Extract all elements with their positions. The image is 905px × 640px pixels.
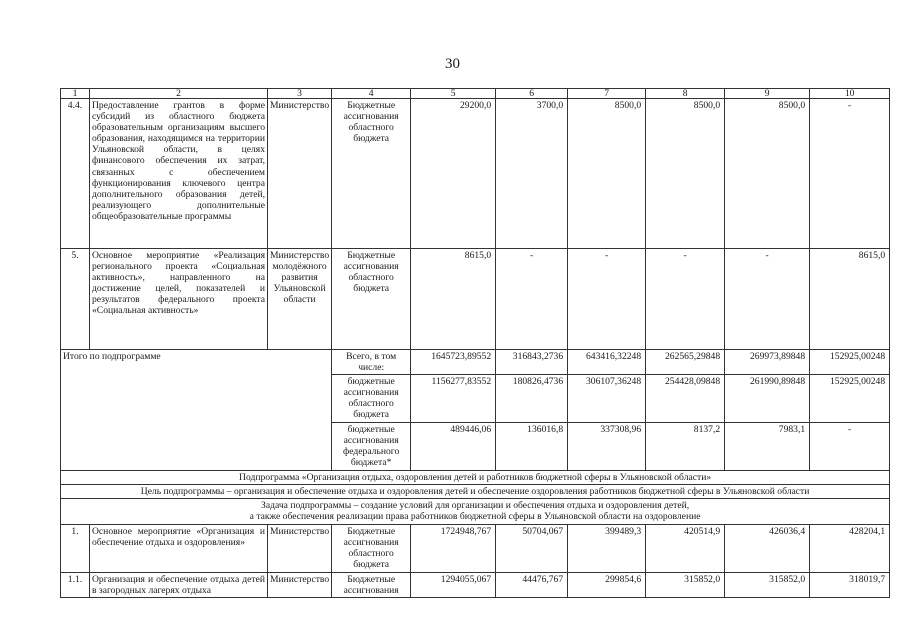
value-cell: 44476,767 xyxy=(496,572,568,597)
activity-name: Предоставление грантов в форме субсидий из областного бюджета образовательным организациям высшего образования, находящимся на территории Ульяновской области, в целях финансового обеспечения их затрат, связанных с обеспечением функционирования ключевого центра дополнительного образования детей, реализующего дополнительные общеобразовательные программы xyxy=(90,99,268,249)
value-cell: 3700,0 xyxy=(496,99,568,249)
value-cell: 29200,0 xyxy=(411,99,496,249)
value-cell: 420514,9 xyxy=(646,524,725,572)
value-cell: 1724948,767 xyxy=(411,524,496,572)
value-cell: - xyxy=(725,249,810,350)
value-cell: 306107,36248 xyxy=(568,375,646,423)
funding-source: Бюджетные ассигнования областного бюджета xyxy=(332,99,411,249)
value-cell: 254428,09848 xyxy=(646,375,725,423)
subprogram-title: Подпрограмма «Организация отдыха, оздоровления детей и работников бюджетной сферы в Ульяновской области» xyxy=(61,471,890,485)
executor: Министерство xyxy=(268,572,332,597)
value-cell: 316843,2736 xyxy=(496,350,568,375)
col-header: 7 xyxy=(568,89,646,99)
executor: Министерство xyxy=(268,99,332,249)
row-number: 4.4. xyxy=(61,99,90,249)
task-line: а также обеспечения реализации права работников бюджетной сферы в Ульяновской области на оздоровление xyxy=(249,511,701,523)
table-row xyxy=(61,249,890,350)
value-cell: - xyxy=(810,423,890,471)
value-cell: 426036,4 xyxy=(725,524,810,572)
value-cell: 1156277,83552 xyxy=(411,375,496,423)
row-number: 1.1. xyxy=(61,572,90,597)
task-line: Задача подпрограммы – создание условий для организации и обеспечения отдыха и оздоровления детей, xyxy=(261,500,690,512)
col-header: 2 xyxy=(90,89,268,99)
col-header: 9 xyxy=(725,89,810,99)
value-cell: 136016,8 xyxy=(496,423,568,471)
value-cell: 428204,1 xyxy=(810,524,890,572)
value-cell: 8500,0 xyxy=(725,99,810,249)
value-cell: 180826,4736 xyxy=(496,375,568,423)
col-header: 1 xyxy=(61,89,90,99)
value-cell: 489446,06 xyxy=(411,423,496,471)
value-cell: 315852,0 xyxy=(646,572,725,597)
value-cell: 269973,89848 xyxy=(725,350,810,375)
total-label: Итого по подпрограмме xyxy=(61,350,332,471)
subprogram-task xyxy=(61,499,890,524)
value-cell: 8615,0 xyxy=(411,249,496,350)
col-header: 8 xyxy=(646,89,725,99)
value-cell: 1294055,067 xyxy=(411,572,496,597)
value-cell: 399489,3 xyxy=(568,524,646,572)
table-row xyxy=(61,99,890,249)
value-cell: 152925,00248 xyxy=(810,375,890,423)
task-row xyxy=(61,499,890,524)
executor: Министерство xyxy=(268,524,332,572)
value-cell: 7983,1 xyxy=(725,423,810,471)
activity-name: Организация и обеспечение отдыха детей в загородных лагерях отдыха xyxy=(90,572,268,597)
value-cell: 643416,32248 xyxy=(568,350,646,375)
value-cell: 262565,29848 xyxy=(646,350,725,375)
value-cell: 50704,067 xyxy=(496,524,568,572)
activity-name: Основное мероприятие «Организация и обеспечение отдыха и оздоровления» xyxy=(90,524,268,572)
program-table xyxy=(60,88,890,598)
funding-source: Всего, в том числе: xyxy=(332,350,411,375)
goal-row xyxy=(61,485,890,499)
total-row xyxy=(61,350,890,375)
row-number: 5. xyxy=(61,249,90,350)
col-header: 3 xyxy=(268,89,332,99)
activity-name: Основное мероприятие «Реализация регионального проекта «Социальная активность», направленного на достижение целей, показателей и результатов федерального проекта «Социальная активность» xyxy=(90,249,268,350)
col-header: 10 xyxy=(810,89,890,99)
value-cell: - xyxy=(496,249,568,350)
funding-source: бюджетные ассигнования областного бюджета xyxy=(332,375,411,423)
value-cell: 8500,0 xyxy=(646,99,725,249)
value-cell: 261990,89848 xyxy=(725,375,810,423)
funding-source: Бюджетные ассигнования областного бюджета xyxy=(332,524,411,572)
funding-source: Бюджетные ассигнования областного бюджета xyxy=(332,249,411,350)
value-cell: - xyxy=(810,99,890,249)
table-row xyxy=(61,572,890,597)
col-header: 6 xyxy=(496,89,568,99)
value-cell: 8137,2 xyxy=(646,423,725,471)
funding-source: Бюджетные ассигнования xyxy=(332,572,411,597)
page-number: 30 xyxy=(445,56,460,72)
executor: Министерство молодёжного развития Ульяновской области xyxy=(268,249,332,350)
table-row xyxy=(61,524,890,572)
value-cell: - xyxy=(646,249,725,350)
subprogram-goal: Цель подпрограммы – организация и обеспечение отдыха и оздоровления детей и обеспечение оздоровления работников бюджетной сферы в Ульяновской области xyxy=(61,485,890,499)
value-cell: 299854,6 xyxy=(568,572,646,597)
column-number-row xyxy=(61,89,890,99)
col-header: 4 xyxy=(332,89,411,99)
value-cell: 8615,0 xyxy=(810,249,890,350)
value-cell: 315852,0 xyxy=(725,572,810,597)
col-header: 5 xyxy=(411,89,496,99)
value-cell: 318019,7 xyxy=(810,572,890,597)
value-cell: 1645723,89552 xyxy=(411,350,496,375)
value-cell: 8500,0 xyxy=(568,99,646,249)
funding-source: бюджетные ассигнования федерального бюджета* xyxy=(332,423,411,471)
value-cell: - xyxy=(568,249,646,350)
row-number: 1. xyxy=(61,524,90,572)
subprogram-row xyxy=(61,471,890,485)
value-cell: 337308,96 xyxy=(568,423,646,471)
value-cell: 152925,00248 xyxy=(810,350,890,375)
